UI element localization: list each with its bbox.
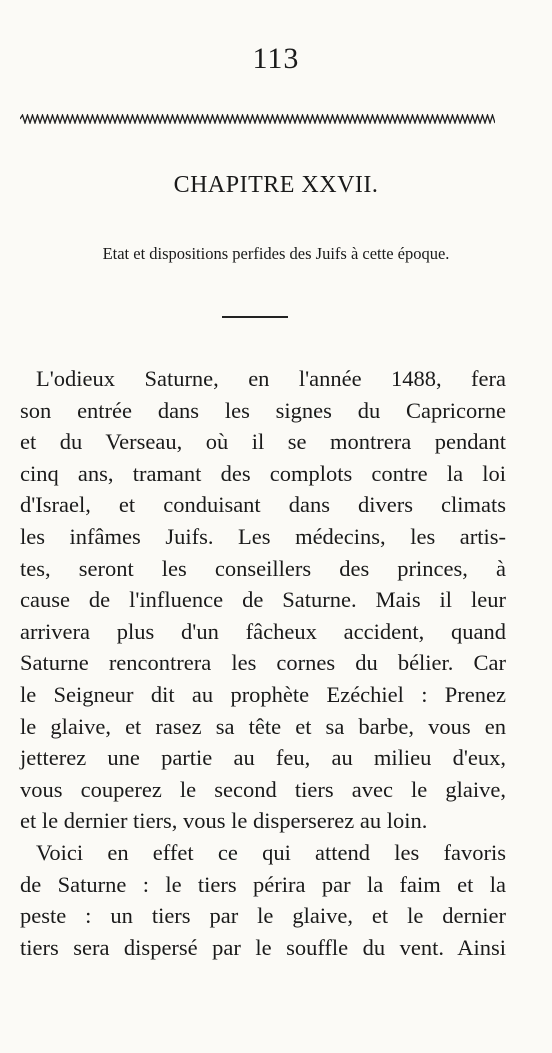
text-line: les infâmes Juifs. Les médecins, les artis-	[20, 523, 506, 549]
text-line: cinq ans, tramant des complots contre la loi	[20, 460, 506, 486]
text-line: le glaive, et rasez sa tête et sa barbe, vous en	[20, 713, 506, 739]
text-line: et du Verseau, où il se montrera pendant	[20, 429, 506, 455]
text-line: arrivera plus d'un fâcheux accident, quand	[20, 618, 506, 644]
text-line: jetterez une partie au feu, au milieu d'eux,	[20, 745, 506, 771]
text-line: peste : un tiers par le glaive, et le dernier	[20, 903, 506, 929]
text-line: Saturne rencontrera les cornes du bélier. Car	[20, 650, 506, 676]
page-number: 113	[252, 42, 300, 75]
chapter-title: CHAPITRE XXVII.	[173, 172, 379, 198]
text-line: cause de l'influence de Saturne. Mais il leur	[20, 587, 506, 613]
text-line: et le dernier tiers, vous le disperserez au loin.	[20, 808, 428, 834]
chapter-subtitle: Etat et dispositions perfides des Juifs à cette époque.	[102, 244, 450, 263]
text-line: vous couperez le second tiers avec le glaive,	[20, 776, 506, 802]
wavy-ornament-rule	[20, 114, 495, 124]
text-line: le Seigneur dit au prophète Ezéchiel : Prenez	[20, 681, 506, 707]
body-text	[20, 363, 506, 963]
text-line: de Saturne : le tiers périra par la faim et la	[20, 871, 506, 897]
text-line: son entrée dans les signes du Capricorne	[20, 397, 506, 423]
text-line: L'odieux Saturne, en l'année 1488, fera	[36, 366, 506, 391]
section-divider	[222, 316, 288, 318]
text-line: d'Israel, et conduisant dans divers climats	[20, 492, 506, 518]
text-line: tiers sera dispersé par le souffle du vent. Ainsi	[20, 934, 506, 960]
text-line: tes, seront les conseillers des princes, à	[20, 555, 506, 581]
text-line: Voici en effet ce qui attend les favoris	[36, 839, 506, 865]
